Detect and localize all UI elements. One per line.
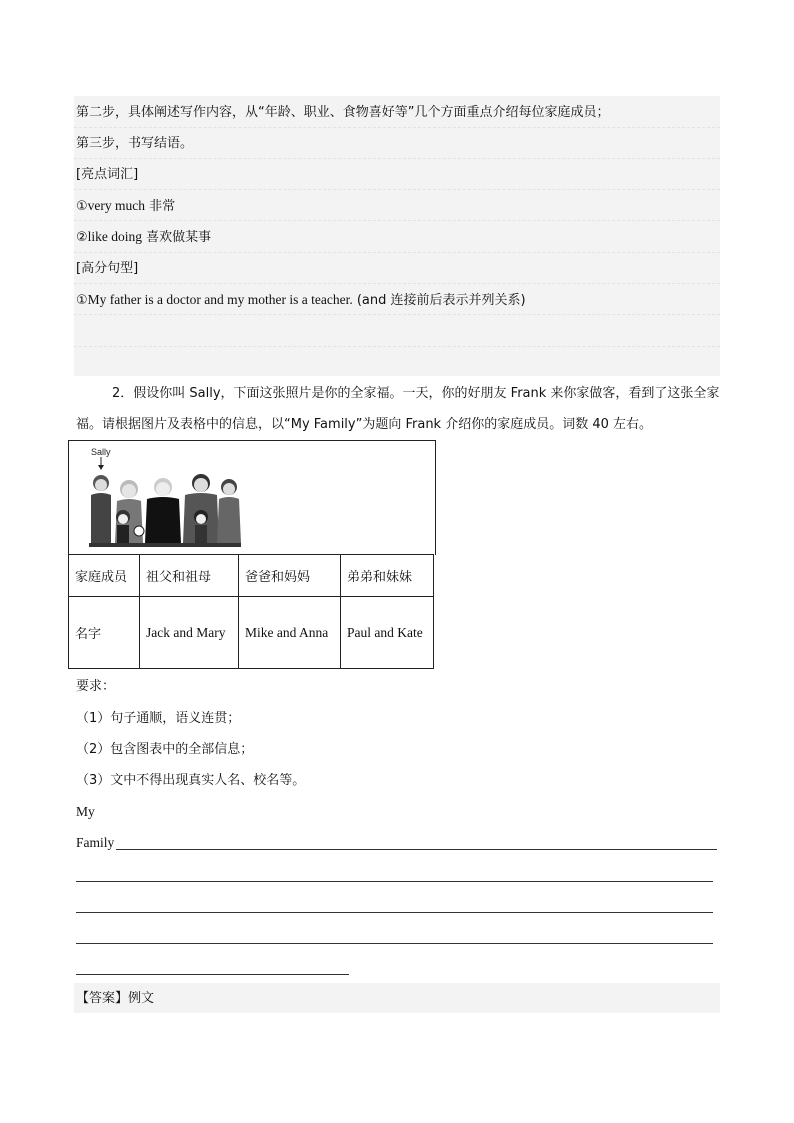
item-number: ② (76, 230, 88, 245)
sentence-item (76, 291, 526, 310)
writing-line[interactable] (76, 912, 713, 913)
divider (74, 220, 720, 221)
vocab-item (76, 197, 175, 216)
answer-line (76, 990, 154, 1008)
vocab-heading: [亮点词汇] (76, 167, 139, 182)
guide-step3: 第三步，书写结语。 (76, 136, 194, 151)
sentence-en: My father is a doctor and my mother is a teacher. (87, 292, 353, 307)
table-row (69, 555, 434, 597)
requirements-heading: 要求： (76, 679, 116, 694)
vocab-cn: 喜欢做某事 (146, 230, 212, 245)
answer-label: 【答案】 (76, 991, 129, 1006)
requirement-item: （2）包含图表中的全部信息； (76, 742, 254, 757)
table-cell: Paul and Kate (341, 597, 434, 669)
divider (74, 283, 720, 284)
item-number: ① (76, 199, 88, 214)
divider (74, 314, 720, 315)
divider (74, 127, 720, 128)
divider (74, 189, 720, 190)
vocab-en: like doing (87, 229, 143, 244)
requirement-item: （3）文中不得出现真实人名、校名等。 (76, 773, 306, 788)
table-cell: 祖父和祖母 (140, 555, 239, 597)
writing-line[interactable] (76, 974, 349, 975)
table-cell: 爸爸和妈妈 (239, 555, 341, 597)
table-row (69, 597, 434, 669)
question-body: 假设你叫 Sally，下面这张照片是你的全家福。一天，你的好朋友 Frank 来你家做客，看到了这张全家福。请根据图片及表格中的信息，以“My Family”为题向 Frank 介绍你的家庭成员。词数 40 左右。 (76, 386, 720, 432)
answer-bar (74, 983, 720, 1013)
writing-line[interactable] (76, 943, 713, 944)
sentence-heading: [高分句型] (76, 261, 139, 276)
table-cell: 弟弟和妹妹 (341, 555, 434, 597)
item-number: ① (76, 293, 88, 308)
writing-line[interactable] (76, 881, 713, 882)
divider (74, 252, 720, 253)
table-cell: Mike and Anna (239, 597, 341, 669)
divider (74, 346, 720, 347)
requirement-item: （1）句子通顺，语义连贯； (76, 711, 241, 726)
vocab-item (76, 228, 211, 247)
essay-title-line2: Family (76, 835, 115, 850)
question-text (76, 378, 720, 440)
guide-step2: 第二步，具体阐述写作内容，从“年龄、职业、食物喜好等”几个方面重点介绍每位家庭成员； (76, 105, 610, 120)
sentence-note: (and 连接前后表示并列关系) (356, 293, 526, 308)
family-photo-illustration (83, 443, 263, 553)
divider (74, 158, 720, 159)
vocab-en: very much (87, 198, 146, 213)
question-number: 2． (112, 386, 134, 401)
family-photo-box (68, 440, 436, 555)
essay-title-line1: My (76, 804, 95, 819)
table-cell: Jack and Mary (140, 597, 239, 669)
family-info-table (68, 554, 434, 669)
table-cell: 家庭成员 (69, 555, 140, 597)
writing-line[interactable] (116, 849, 717, 850)
sally-label: Sally (91, 447, 111, 457)
table-cell: 名字 (69, 597, 140, 669)
vocab-cn: 非常 (149, 199, 176, 214)
answer-text: 例文 (128, 991, 155, 1006)
